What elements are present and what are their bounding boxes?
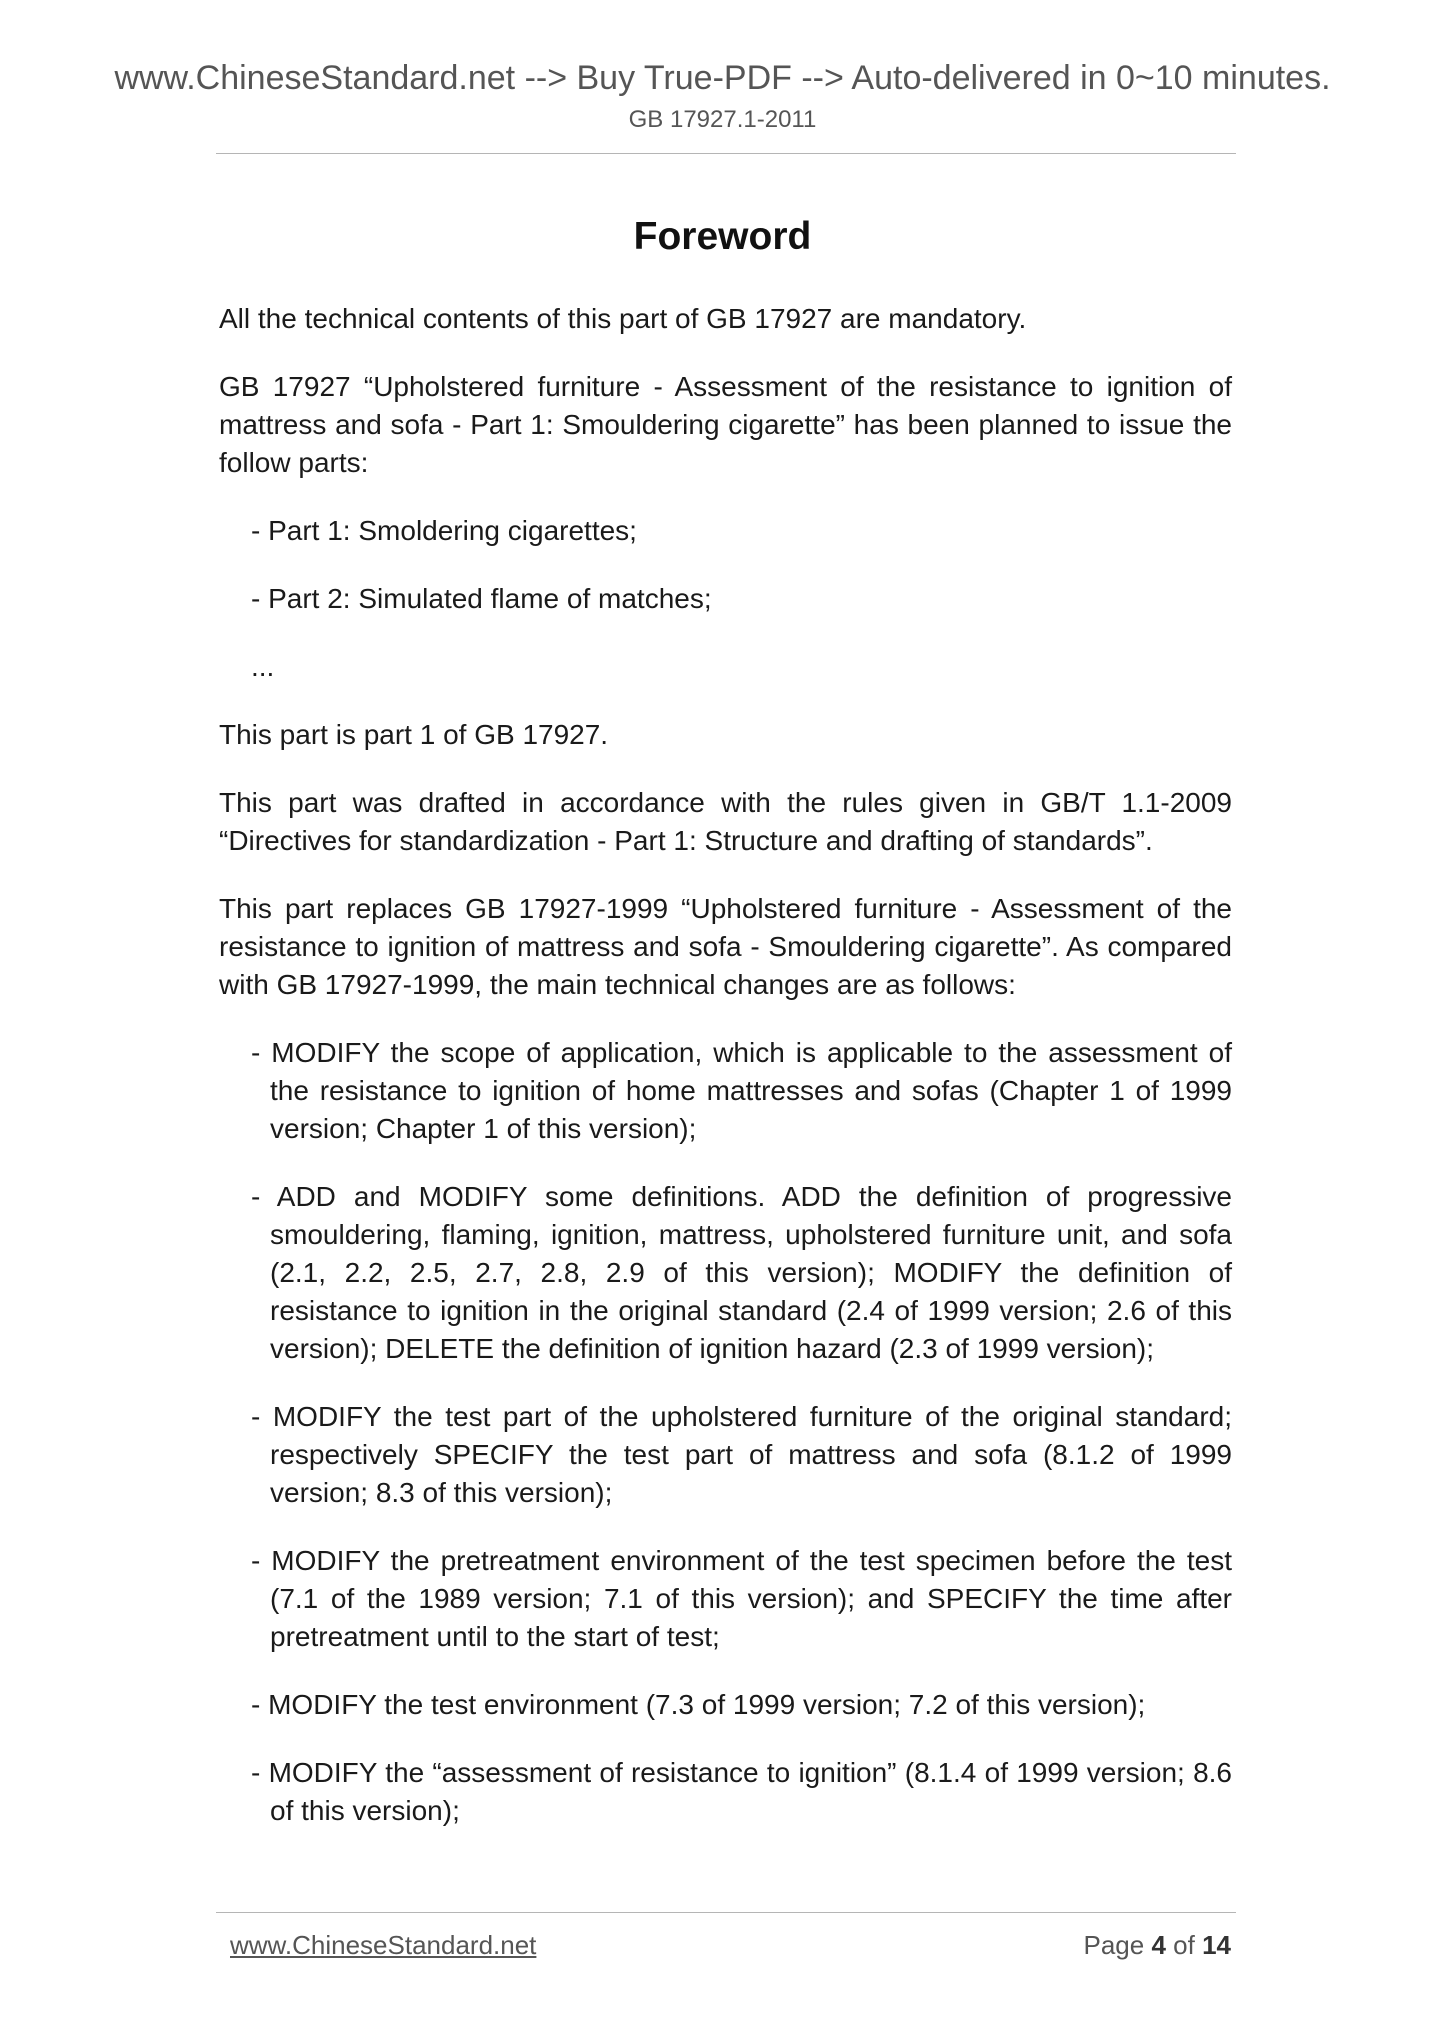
change-list-item: - MODIFY the test environment (7.3 of 1999 version; 7.2 of this version); [251, 1689, 1146, 1720]
footer-site-link[interactable]: www.ChineseStandard.net [230, 1930, 537, 1960]
page-of-label: of [1173, 1930, 1195, 1960]
page-indicator [1083, 1930, 1231, 1961]
change-list-item: - MODIFY the scope of application, which is applicable to the assessment of the resistance to ignition of home mattresses and sofas (Chapter 1 of 1999 version; Chapter 1 of this version); [251, 1037, 1232, 1144]
change-list-item: - MODIFY the pretreatment environment of the test specimen before the test (7.1 of the 1989 version; 7.1 of this version); and SPECIFY the time after pretreatment until to the start of test; [251, 1545, 1232, 1652]
paragraph-replacement: This part replaces GB 17927-1999 “Upholstered furniture - Assessment of the resistance to ignition of mattress and sofa - Smouldering cigarette”. As compared with GB 17927-1999, the main technical changes are as follows: [219, 893, 1232, 1000]
page-total: 14 [1202, 1930, 1231, 1960]
footer-divider [216, 1912, 1236, 1913]
change-list-item: - MODIFY the test part of the upholstered furniture of the original standard; respectively SPECIFY the test part of mattress and sofa (8.1.2 of 1999 version; 8.3 of this version); [251, 1401, 1232, 1508]
paragraph-mandatory: All the technical contents of this part of GB 17927 are mandatory. [219, 303, 1027, 334]
page-label: Page [1083, 1930, 1145, 1960]
paragraph-part-number: This part is part 1 of GB 17927. [219, 719, 609, 750]
header-divider [216, 153, 1236, 154]
change-list-item: - MODIFY the “assessment of resistance to ignition” (8.1.4 of 1999 version; 8.6 of this version); [251, 1757, 1232, 1826]
paragraph-drafting-rules: This part was drafted in accordance with the rules given in GB/T 1.1-2009 “Directives for standardization - Part 1: Structure and drafting of standards”. [219, 787, 1232, 856]
page-title: Foreword [633, 215, 812, 258]
page-current: 4 [1151, 1930, 1166, 1960]
document-body [219, 300, 1232, 1830]
site-banner: www.ChineseStandard.net --> Buy True-PDF --> Auto-delivered in 0~10 minutes. [114, 59, 1331, 97]
document-number: GB 17927.1-2011 [628, 106, 817, 133]
parts-list-ellipsis: ... [251, 651, 275, 682]
parts-list-item: - Part 2: Simulated flame of matches; [251, 583, 712, 614]
paragraph-series-intro: GB 17927 “Upholstered furniture - Assessment of the resistance to ignition of mattress and sofa - Part 1: Smouldering cigarette” has been planned to issue the follow parts: [219, 371, 1232, 478]
change-list-item: - ADD and MODIFY some definitions. ADD the definition of progressive smouldering, flaming, ignition, mattress, upholstered furniture unit, and sofa (2.1, 2.2, 2.5, 2.7, 2.8, 2.9 of this version); MODIFY the definition of resistance to ignition in the original standard (2.4 of 1999 version; 2.6 of this version); DELETE the definition of ignition hazard (2.3 of 1999 version); [251, 1181, 1232, 1364]
parts-list-item: - Part 1: Smoldering cigarettes; [251, 515, 637, 546]
